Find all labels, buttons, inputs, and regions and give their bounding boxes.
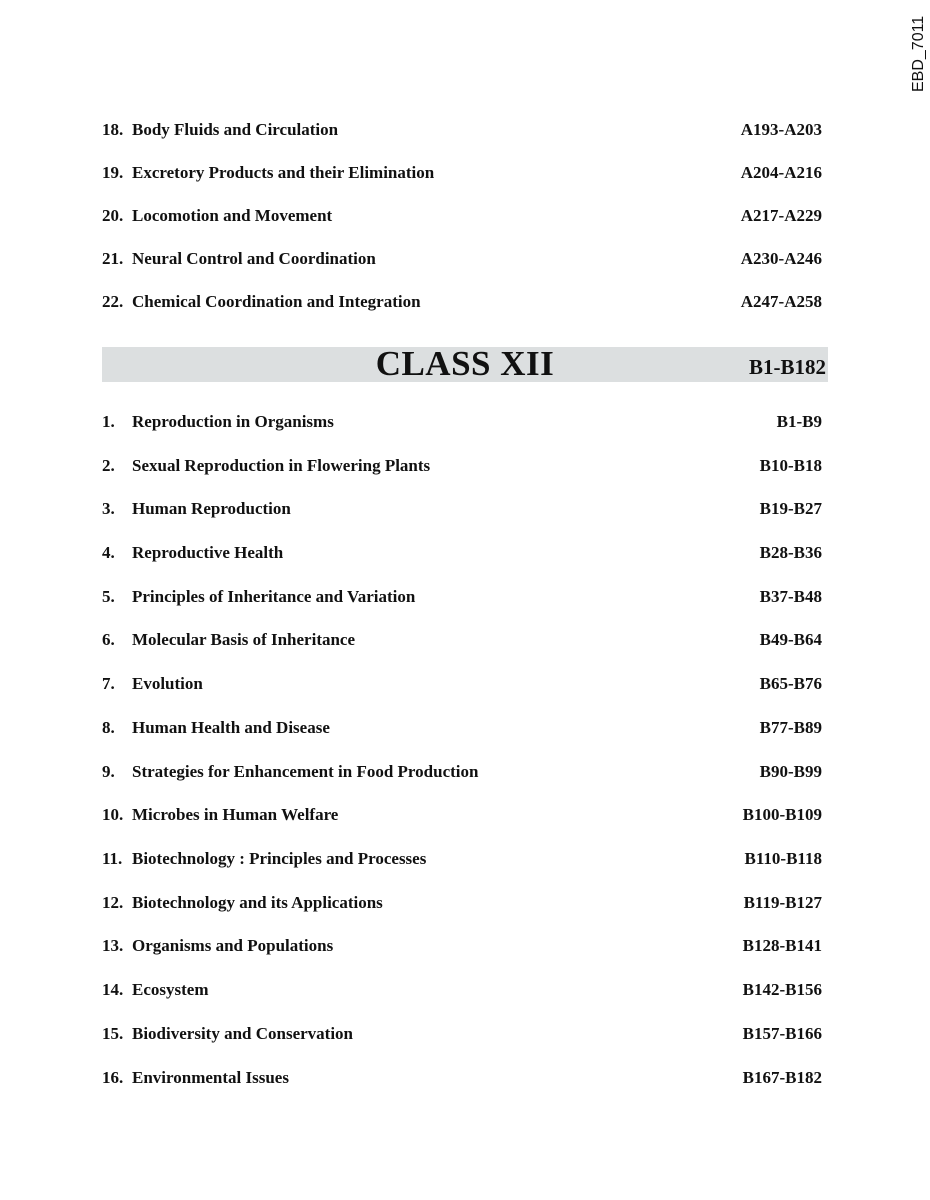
chapter-title: Biotechnology : Principles and Processes <box>132 849 427 868</box>
chapter-number: 1. <box>102 412 115 431</box>
toc-row[interactable] <box>102 291 828 313</box>
chapter-pages: B90-B99 <box>759 762 822 781</box>
chapter-number: 8. <box>102 718 115 737</box>
chapter-pages: B77-B89 <box>759 718 822 737</box>
chapter-pages: B157-B166 <box>742 1024 822 1043</box>
chapter-pages: A193-A203 <box>740 120 822 139</box>
toc-row[interactable] <box>102 411 828 433</box>
chapter-number: 7. <box>102 674 115 693</box>
toc-row[interactable] <box>102 848 828 870</box>
chapter-pages: A247-A258 <box>740 292 822 311</box>
toc-row[interactable] <box>102 935 828 957</box>
chapter-pages: B142-B156 <box>742 980 822 999</box>
chapter-title: Biotechnology and its Applications <box>132 893 383 912</box>
toc-row[interactable] <box>102 761 828 783</box>
toc-row[interactable] <box>102 205 828 227</box>
chapter-title: Reproduction in Organisms <box>132 412 334 431</box>
chapter-title: Locomotion and Movement <box>132 206 333 225</box>
chapter-title: Chemical Coordination and Integration <box>132 292 421 311</box>
chapter-number: 3. <box>102 499 115 518</box>
chapter-title: Principles of Inheritance and Variation <box>132 587 416 606</box>
toc-row[interactable] <box>102 162 828 184</box>
chapter-number: 16. <box>102 1068 124 1087</box>
chapter-title: Human Reproduction <box>132 499 291 518</box>
toc-row[interactable] <box>102 455 828 477</box>
chapter-title: Human Health and Disease <box>132 718 330 737</box>
chapter-number: 2. <box>102 456 115 475</box>
chapter-title: Evolution <box>132 674 203 693</box>
chapter-number: 9. <box>102 762 115 781</box>
chapter-pages: B28-B36 <box>759 543 822 562</box>
toc-row[interactable] <box>102 1067 828 1089</box>
chapter-pages: B128-B141 <box>742 936 822 955</box>
chapter-number: 11. <box>102 849 123 868</box>
toc-row[interactable] <box>102 979 828 1001</box>
chapter-pages: B65-B76 <box>759 674 822 693</box>
chapter-pages: B167-B182 <box>742 1068 822 1087</box>
toc-row[interactable] <box>102 717 828 739</box>
class-title: CLASS XII <box>375 344 555 383</box>
toc-row[interactable] <box>102 804 828 826</box>
chapter-number: 18. <box>102 120 124 139</box>
chapter-number: 14. <box>102 980 124 999</box>
chapter-title: Excretory Products and their Elimination <box>132 163 435 182</box>
chapter-pages: B10-B18 <box>759 456 822 475</box>
toc-row[interactable] <box>102 542 828 564</box>
chapter-number: 10. <box>102 805 124 824</box>
toc-row[interactable] <box>102 248 828 270</box>
chapter-pages: B19-B27 <box>759 499 822 518</box>
chapter-pages: B119-B127 <box>743 893 822 912</box>
chapter-title: Microbes in Human Welfare <box>132 805 339 824</box>
chapter-pages: B100-B109 <box>742 805 822 824</box>
chapter-number: 5. <box>102 587 115 606</box>
side-code <box>908 0 930 92</box>
chapter-title: Environmental Issues <box>132 1068 289 1087</box>
chapter-pages: A217-A229 <box>740 206 822 225</box>
toc-row[interactable] <box>102 892 828 914</box>
chapter-number: 21. <box>102 249 124 268</box>
chapter-title: Reproductive Health <box>132 543 284 562</box>
chapter-number: 22. <box>102 292 124 311</box>
chapter-number: 13. <box>102 936 124 955</box>
chapter-title: Molecular Basis of Inheritance <box>132 630 356 649</box>
chapter-number: 12. <box>102 893 124 912</box>
chapter-number: 6. <box>102 630 115 649</box>
chapter-title: Ecosystem <box>132 980 209 999</box>
toc-row[interactable] <box>102 498 828 520</box>
chapter-number: 4. <box>102 543 115 562</box>
chapter-number: 19. <box>102 163 124 182</box>
chapter-title: Strategies for Enhancement in Food Production <box>132 762 479 781</box>
chapter-title: Body Fluids and Circulation <box>132 120 339 139</box>
toc-row[interactable] <box>102 586 828 608</box>
chapter-title: Sexual Reproduction in Flowering Plants <box>132 456 431 475</box>
chapter-pages: A204-A216 <box>740 163 822 182</box>
chapter-pages: B1-B9 <box>776 412 822 431</box>
chapter-pages: A230-A246 <box>740 249 822 268</box>
side-code-text: EBD_7011 <box>910 15 927 92</box>
chapter-title: Organisms and Populations <box>132 936 334 955</box>
toc-row[interactable] <box>102 1023 828 1045</box>
toc-row[interactable] <box>102 673 828 695</box>
class-header-band <box>102 344 828 383</box>
chapter-title: Neural Control and Coordination <box>132 249 376 268</box>
chapter-title: Biodiversity and Conservation <box>132 1024 354 1043</box>
toc-row[interactable] <box>102 629 828 651</box>
chapter-pages: B49-B64 <box>759 630 822 649</box>
chapter-pages: B37-B48 <box>759 587 822 606</box>
chapter-number: 20. <box>102 206 124 225</box>
toc-row[interactable] <box>102 119 828 141</box>
chapter-pages: B110-B118 <box>744 849 822 868</box>
class-pages: B1-B182 <box>748 355 826 379</box>
chapter-number: 15. <box>102 1024 124 1043</box>
